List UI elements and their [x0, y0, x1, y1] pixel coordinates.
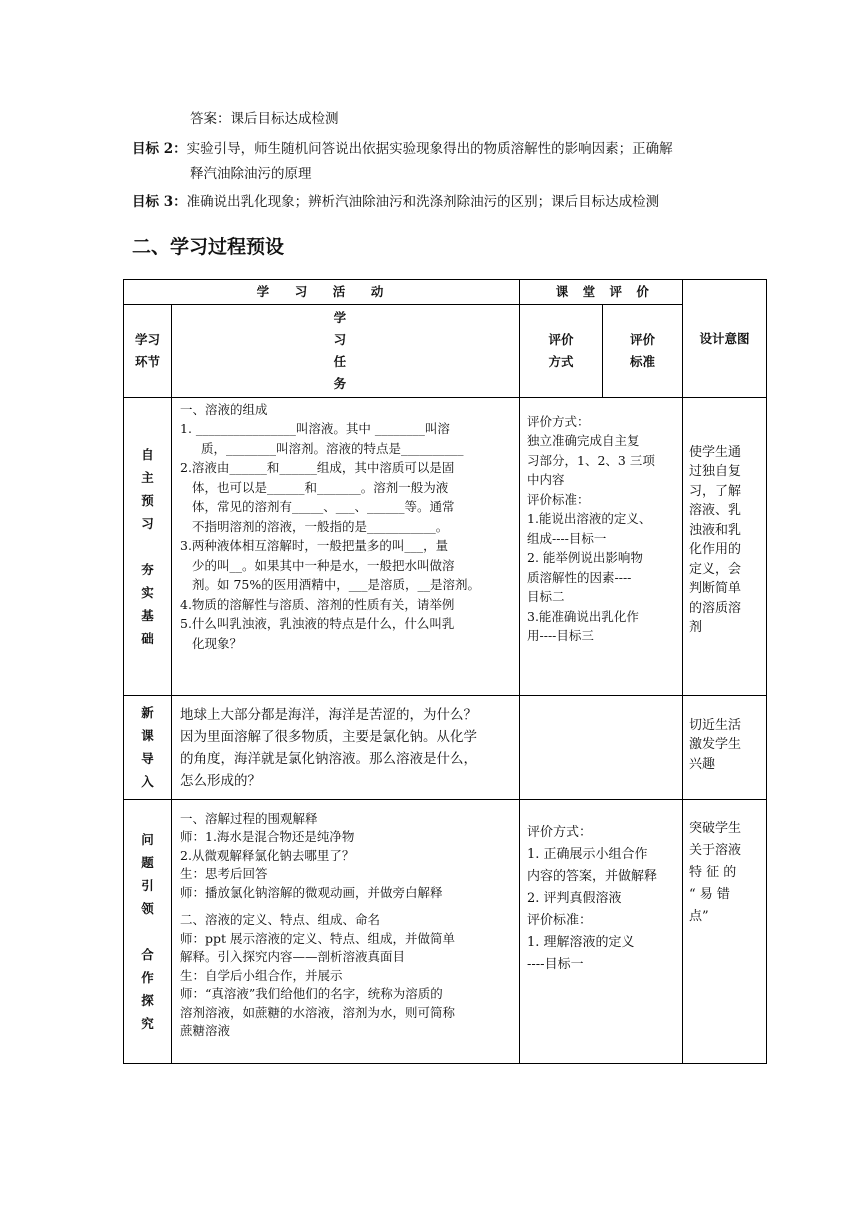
task-line: 一、溶解过程的围观解释 — [180, 810, 318, 826]
goal-2 — [132, 137, 673, 157]
task-line: 地球上大部分都是海洋，海洋是苦涩的，为什么？ — [180, 706, 477, 723]
task-line: 体，常见的溶剂有_____、___、______等。通常 — [192, 499, 455, 514]
header-eval-method: 评价方式 — [520, 304, 603, 397]
task-line: 解释。引入探究内容——剖析溶液真面目 — [180, 949, 406, 964]
header-activities: 学 习 活 动 — [124, 280, 520, 305]
task-line: 2.溶液由______和______组成，其中溶质可以是固 — [180, 460, 455, 475]
eval-line: 评价标准： — [527, 912, 593, 928]
stage-char: 自 — [141, 446, 154, 462]
stage-char: 实 — [141, 584, 154, 600]
eval-line: 评价方式： — [527, 824, 593, 840]
stage-char: 入 — [141, 774, 154, 789]
design-line: 过独自复 — [689, 464, 742, 479]
design-line: 突破学生 — [689, 820, 742, 836]
design-line: 判断简单 — [689, 581, 742, 596]
design-line: 点” — [689, 908, 709, 924]
stage-char: 究 — [141, 1015, 154, 1031]
task-line: 少的叫__。如果其中一种是水，一般把水叫做溶 — [192, 557, 455, 573]
design-line: 兴趣 — [689, 756, 716, 772]
design-line: “ 易 错 — [689, 886, 730, 902]
task-line: 3.两种液体相互溶解时，一般把量多的叫___，量 — [180, 538, 449, 553]
design-line: 定义，会 — [689, 561, 742, 577]
task-line: 师：ppt 展示溶液的定义、特点、组成，并做简单 — [180, 930, 456, 946]
eval-line: 目标二 — [527, 589, 565, 604]
task-new-lesson — [172, 695, 520, 799]
eval-line: 组成----目标一 — [527, 530, 607, 546]
header-task: 学 习 任 务 — [172, 304, 520, 397]
eval-line: 评价标准： — [527, 491, 590, 507]
stage-char: 问 — [141, 831, 154, 847]
task-line: 生：思考后回答 — [180, 866, 268, 881]
header-eval-standard: 评价标准 — [603, 304, 683, 397]
task-line: 二、溶液的定义、特点、组成、命名 — [180, 912, 381, 927]
design-line: 化作用的 — [689, 542, 742, 557]
section-title: 二、学习过程预设 — [132, 236, 285, 258]
stage-char: 预 — [141, 492, 154, 508]
task-line: 师：1.海水是混合物还是纯净物 — [180, 829, 355, 844]
eval-line: 内容的答案，并做解释 — [527, 868, 658, 884]
design-line: 特 征 的 — [689, 864, 737, 880]
stage-char: 夯 — [141, 561, 154, 577]
goal-3-label: 目标 3： — [132, 194, 187, 210]
goal-3 — [132, 190, 659, 210]
stage-char: 基 — [141, 607, 154, 623]
stage-char: 探 — [141, 992, 154, 1008]
goal-2-continued: 释汽油除油污的原理 — [190, 166, 312, 182]
task-line: 生：自学后小组合作，并展示 — [180, 967, 343, 983]
stage-char: 领 — [141, 900, 154, 916]
header-stage: 学习环节 — [124, 304, 172, 397]
eval-line: 3.能准确说出乳化作 — [527, 608, 639, 624]
eval-self-study — [520, 397, 683, 695]
header-evaluation: 课 堂 评 价 — [520, 280, 683, 305]
task-line: 因为里面溶解了很多物质，主要是氯化钠。从化学 — [180, 728, 477, 745]
design-line: 激发学生 — [689, 737, 742, 752]
stage-char: 课 — [141, 728, 154, 743]
stage-new-lesson — [124, 695, 172, 799]
goal-2-label: 目标 2： — [132, 141, 187, 157]
stage-char: 新 — [141, 705, 154, 720]
design-line: 使学生通 — [689, 444, 742, 460]
design-line: 剂 — [689, 620, 703, 635]
task-line: 溶剂溶液，如蔗糖的水溶液，溶剂为水，则可简称 — [180, 1004, 456, 1020]
design-line: 的溶质溶 — [689, 600, 742, 616]
eval-line: 评价方式： — [527, 413, 590, 429]
eval-line: 质溶解性的因素---- — [527, 569, 632, 585]
task-inquiry — [172, 799, 520, 1063]
stage-char: 合 — [141, 946, 154, 962]
stage-char: 导 — [141, 751, 154, 766]
task-line: 师：播放氯化钠溶解的微观动画，并做旁白解释 — [180, 884, 443, 900]
task-line: 4.物质的溶解性与溶质、溶剂的性质有关，请举例 — [180, 596, 455, 612]
eval-line: 1.能说出溶液的定义、 — [527, 511, 652, 526]
design-new-lesson — [683, 695, 767, 799]
eval-line: 2. 能举例说出影响物 — [527, 550, 643, 565]
task-line: 师：“真溶液”我们给他们的名字，统称为溶质的 — [180, 986, 443, 1001]
stage-char: 引 — [141, 877, 154, 893]
eval-line: 中内容 — [527, 472, 565, 487]
stage-inquiry — [124, 799, 172, 1063]
task-line: 一、溶液的组成 — [180, 401, 268, 417]
eval-line: 1. 理解溶液的定义 — [527, 934, 635, 950]
design-line: 切近生活 — [689, 717, 742, 733]
task-self-study — [172, 397, 520, 695]
stage-char: 作 — [141, 969, 154, 985]
task-line: 剂。如 75%的医用酒精中，___是溶质，__是溶剂。 — [192, 577, 481, 592]
task-line: 体，也可以是______和_______。溶剂一般为液 — [192, 479, 449, 495]
task-line: 的角度，海洋就是氯化钠溶液。那么溶液是什么， — [180, 750, 477, 767]
design-line: 溶液、乳 — [689, 503, 742, 518]
task-line: 2.从微观解释氯化钠去哪里了？ — [180, 847, 355, 863]
stage-char: 习 — [141, 515, 154, 531]
learning-process-table — [123, 279, 767, 1064]
task-line: 化现象？ — [192, 635, 243, 651]
eval-new-lesson — [520, 695, 683, 799]
task-line: 怎么形成的？ — [180, 772, 261, 789]
task-line: 1. ________________叫溶液。其中 ________叫溶 — [180, 421, 450, 436]
stage-self-study — [124, 397, 172, 695]
task-line: 蔗糖溶液 — [180, 1023, 231, 1038]
stage-char: 础 — [141, 630, 154, 646]
stage-char: 主 — [141, 469, 154, 485]
stage-char: 题 — [141, 854, 154, 870]
eval-line: 独立准确完成自主复 — [527, 433, 640, 448]
design-self-study — [683, 397, 767, 695]
task-line: 质，________叫溶剂。溶液的特点是__________ — [201, 440, 464, 456]
design-line: 关于溶液 — [689, 842, 742, 858]
goal-3-text: 准确说出乳化现象；辨析汽油除油污和洗涤剂除油污的区别；课后目标达成检测 — [186, 194, 660, 210]
eval-line: 用----目标三 — [527, 628, 594, 643]
answer-line: 答案：课后目标达成检测 — [190, 111, 339, 127]
design-line: 浊液和乳 — [689, 522, 742, 538]
goal-2-text: 实验引导，师生随机问答说出依据实验现象得出的物质溶解性的影响因素；正确解 — [186, 141, 673, 157]
task-line: 不指明溶剂的溶液，一般指的是___________。 — [192, 518, 449, 534]
eval-line: 1. 正确展示小组合作 — [527, 846, 648, 862]
task-line: 5.什么叫乳浊液，乳浊液的特点是什么，什么叫乳 — [180, 616, 455, 631]
eval-inquiry — [520, 799, 683, 1063]
design-inquiry — [683, 799, 767, 1063]
eval-line: ----目标一 — [527, 956, 584, 972]
design-line: 习，了解 — [689, 483, 742, 499]
header-design: 设计意图 — [683, 280, 767, 398]
eval-line: 2. 评判真假溶液 — [527, 890, 622, 906]
eval-line: 习部分，1、2、3 三项 — [527, 452, 655, 468]
